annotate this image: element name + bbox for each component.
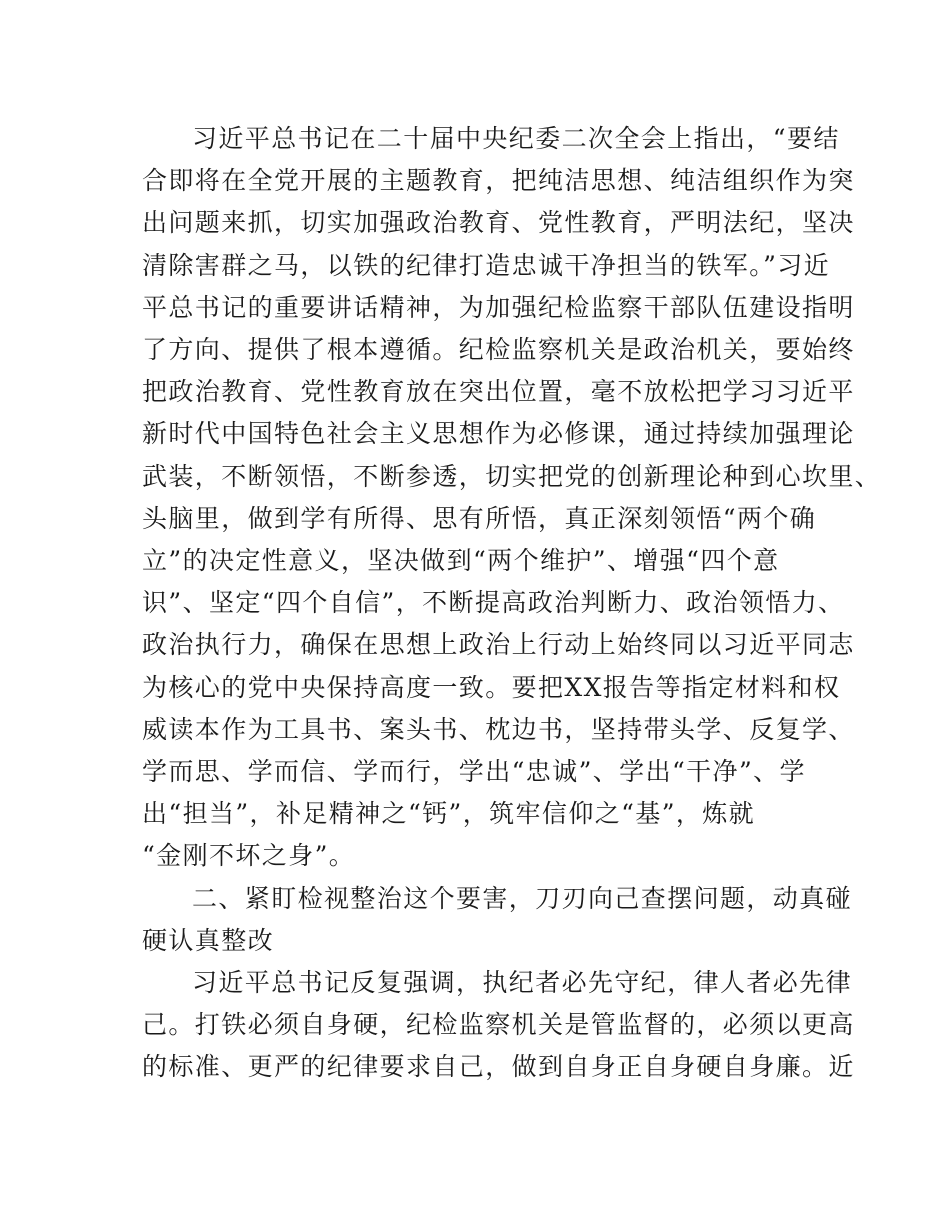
- paragraph-line: 了方向、提供了根本遵循。纪检监察机关是政治机关，要始终: [142, 335, 855, 364]
- paragraph-line: “金刚不坏之身”。: [142, 841, 356, 870]
- section-heading: 二、紧盯检视整治这个要害，刀刃向己查摆问题，动真碰: [192, 884, 853, 913]
- paragraph-line: 威读本作为工具书、案头书、枕边书，坚持带头学、反复学、: [142, 715, 855, 744]
- section-heading: 硬认真整改: [142, 926, 275, 955]
- paragraph-line: 立”的决定性意义，坚决做到“两个维护”、增强“四个意: [142, 546, 780, 575]
- paragraph-line: 出问题来抓，切实加强政治教育、党性教育，严明法纪，坚决: [142, 208, 855, 237]
- paragraph-line: 学而思、学而信、学而行，学出“忠诚”、学出“干净”、学: [142, 757, 806, 786]
- paragraph-line: 习近平总书记在二十届中央纪委二次全会上指出，“要结: [192, 124, 840, 153]
- paragraph-line: 把政治教育、党性教育放在突出位置，毫不放松把学习习近平: [142, 377, 855, 406]
- paragraph-line: 政治执行力，确保在思想上政治上行动上始终同以习近平同志: [142, 630, 855, 659]
- paragraph-line: 习近平总书记反复强调，执纪者必先守纪，律人者必先律: [192, 968, 853, 997]
- paragraph-line: 头脑里，做到学有所得、思有所悟，真正深刻领悟“两个确: [142, 504, 817, 533]
- paragraph-line: 为核心的党中央保持高度一致。要把XX报告等指定材料和权: [142, 673, 841, 702]
- paragraph-line: 识”、坚定“四个自信”，不断提高政治判断力、政治领悟力、: [142, 588, 845, 617]
- paragraph-line: 平总书记的重要讲话精神，为加强纪检监察干部队伍建设指明: [142, 293, 855, 322]
- paragraph-line: 出“担当”，补足精神之“钙”，筑牢信仰之“基”，炼就: [142, 799, 756, 828]
- paragraph-line: 新时代中国特色社会主义思想作为必修课，通过持续加强理论: [142, 419, 855, 448]
- paragraph-line: 武装，不断领悟，不断参透，切实把党的创新理论种到心坎里、: [142, 462, 882, 491]
- paragraph-line: 己。打铁必须自身硬，纪检监察机关是管监督的，必须以更高: [142, 1010, 855, 1039]
- paragraph-line: 合即将在全党开展的主题教育，把纯洁思想、纯洁组织作为突: [142, 166, 855, 195]
- paragraph-line: 的标准、更严的纪律要求自己，做到自身正自身硬自身廉。近: [142, 1052, 855, 1081]
- paragraph-line: 清除害群之马，以铁的纪律打造忠诚干净担当的铁军。”习近: [142, 251, 831, 280]
